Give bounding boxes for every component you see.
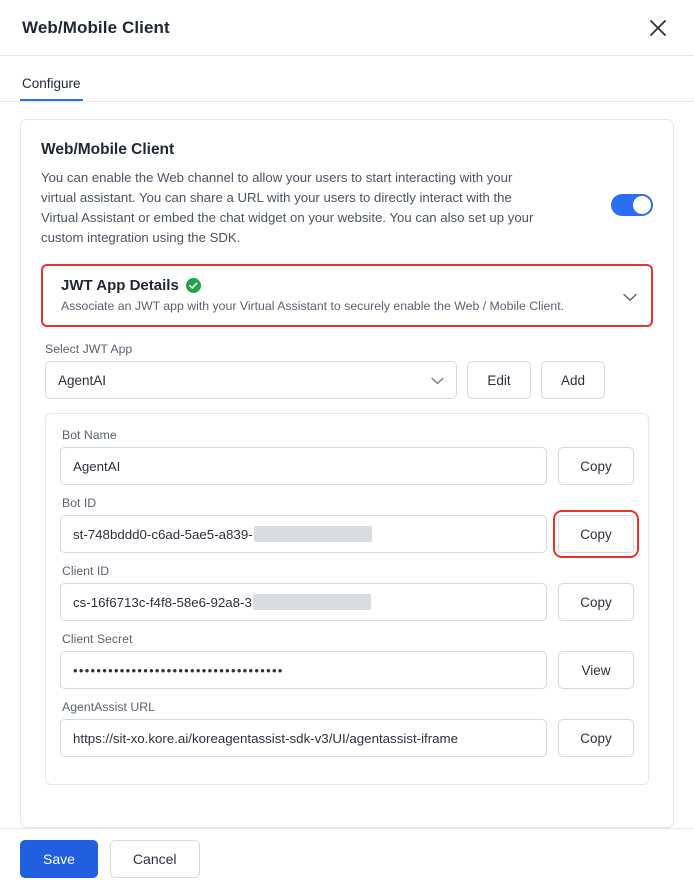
toggle-knob	[633, 196, 651, 214]
field-label: Bot Name	[62, 428, 117, 442]
field-label: Bot ID	[62, 496, 97, 510]
jwt-texts	[61, 277, 623, 313]
client-secret-value: ••••••••••••••••••••••••••••••••••••	[73, 662, 284, 678]
field-agentassist-url	[60, 700, 634, 757]
dialog-body	[0, 102, 694, 828]
client-id-value: cs-16f6713c-f4f8-58e6-92a8-3	[73, 594, 252, 610]
tab-configure[interactable]: Configure	[20, 76, 83, 101]
agentassist-url-input[interactable]	[60, 719, 547, 757]
chevron-down-icon[interactable]	[623, 277, 637, 307]
intro-row	[41, 168, 653, 248]
dialog-footer	[0, 828, 694, 888]
copy-bot-name-button[interactable]: Copy	[558, 447, 634, 485]
field-control	[60, 447, 634, 485]
field-label: Client ID	[62, 564, 110, 578]
field-bot-id	[60, 496, 634, 553]
card-description: You can enable the Web channel to allow your users to start interacting with your virtual assistant. You can share a URL with your users to directly interact with the Virtual Assistant or embed the chat widget on your website. You can also set up your custom integration using the SDK.	[41, 170, 534, 245]
save-button[interactable]: Save	[20, 840, 98, 878]
copy-client-id-button[interactable]: Copy	[558, 583, 634, 621]
redacted-block	[253, 594, 371, 610]
jwt-app-details-section[interactable]	[41, 264, 653, 327]
edit-jwt-app-button[interactable]: Edit	[467, 361, 531, 399]
field-label: AgentAssist URL	[62, 700, 155, 714]
bot-name-value: AgentAI	[73, 458, 121, 474]
bot-id-input[interactable]	[60, 515, 547, 553]
bot-id-value: st-748bddd0-c6ad-5ae5-a839-	[73, 526, 253, 542]
page-title: Web/Mobile Client	[22, 17, 170, 37]
client-secret-input[interactable]	[60, 651, 547, 689]
field-bot-name	[60, 428, 634, 485]
jwt-section-title: JWT App Details	[61, 277, 179, 294]
client-id-input[interactable]	[60, 583, 547, 621]
web-mobile-client-card	[20, 119, 674, 828]
redacted-block	[254, 526, 372, 542]
agentassist-url-value: https://sit-xo.kore.ai/koreagentassist-sdk-v3/UI/agentassist-iframe	[73, 730, 459, 746]
jwt-section-subtitle: Associate an JWT app with your Virtual Assistant to securely enable the Web / Mobile Client.	[61, 299, 565, 313]
field-client-secret	[60, 632, 634, 689]
field-control	[60, 583, 634, 621]
select-jwt-label: Select JWT App	[45, 342, 133, 356]
copy-agentassist-url-button[interactable]: Copy	[558, 719, 634, 757]
view-client-secret-button[interactable]: View	[558, 651, 634, 689]
cancel-button[interactable]: Cancel	[110, 840, 200, 878]
select-jwt-row	[45, 361, 653, 399]
select-jwt-app-dropdown[interactable]	[45, 361, 457, 399]
jwt-app-details-box	[45, 413, 649, 785]
dialog-header	[0, 0, 694, 56]
tab-bar	[0, 68, 694, 102]
check-circle-icon	[186, 278, 201, 293]
copy-bot-id-button[interactable]: Copy	[558, 515, 634, 553]
field-control	[60, 651, 634, 689]
close-icon[interactable]	[644, 14, 672, 42]
field-control	[60, 515, 634, 553]
bot-name-input[interactable]	[60, 447, 547, 485]
add-jwt-app-button[interactable]: Add	[541, 361, 605, 399]
field-client-id	[60, 564, 634, 621]
card-title: Web/Mobile Client	[41, 141, 175, 158]
chevron-down-icon	[431, 373, 444, 388]
field-control	[60, 719, 634, 757]
jwt-title-row	[61, 277, 623, 294]
field-label: Client Secret	[62, 632, 133, 646]
enable-channel-toggle[interactable]	[611, 194, 653, 216]
enable-toggle-wrap	[611, 168, 653, 216]
select-jwt-value: AgentAI	[58, 372, 107, 388]
